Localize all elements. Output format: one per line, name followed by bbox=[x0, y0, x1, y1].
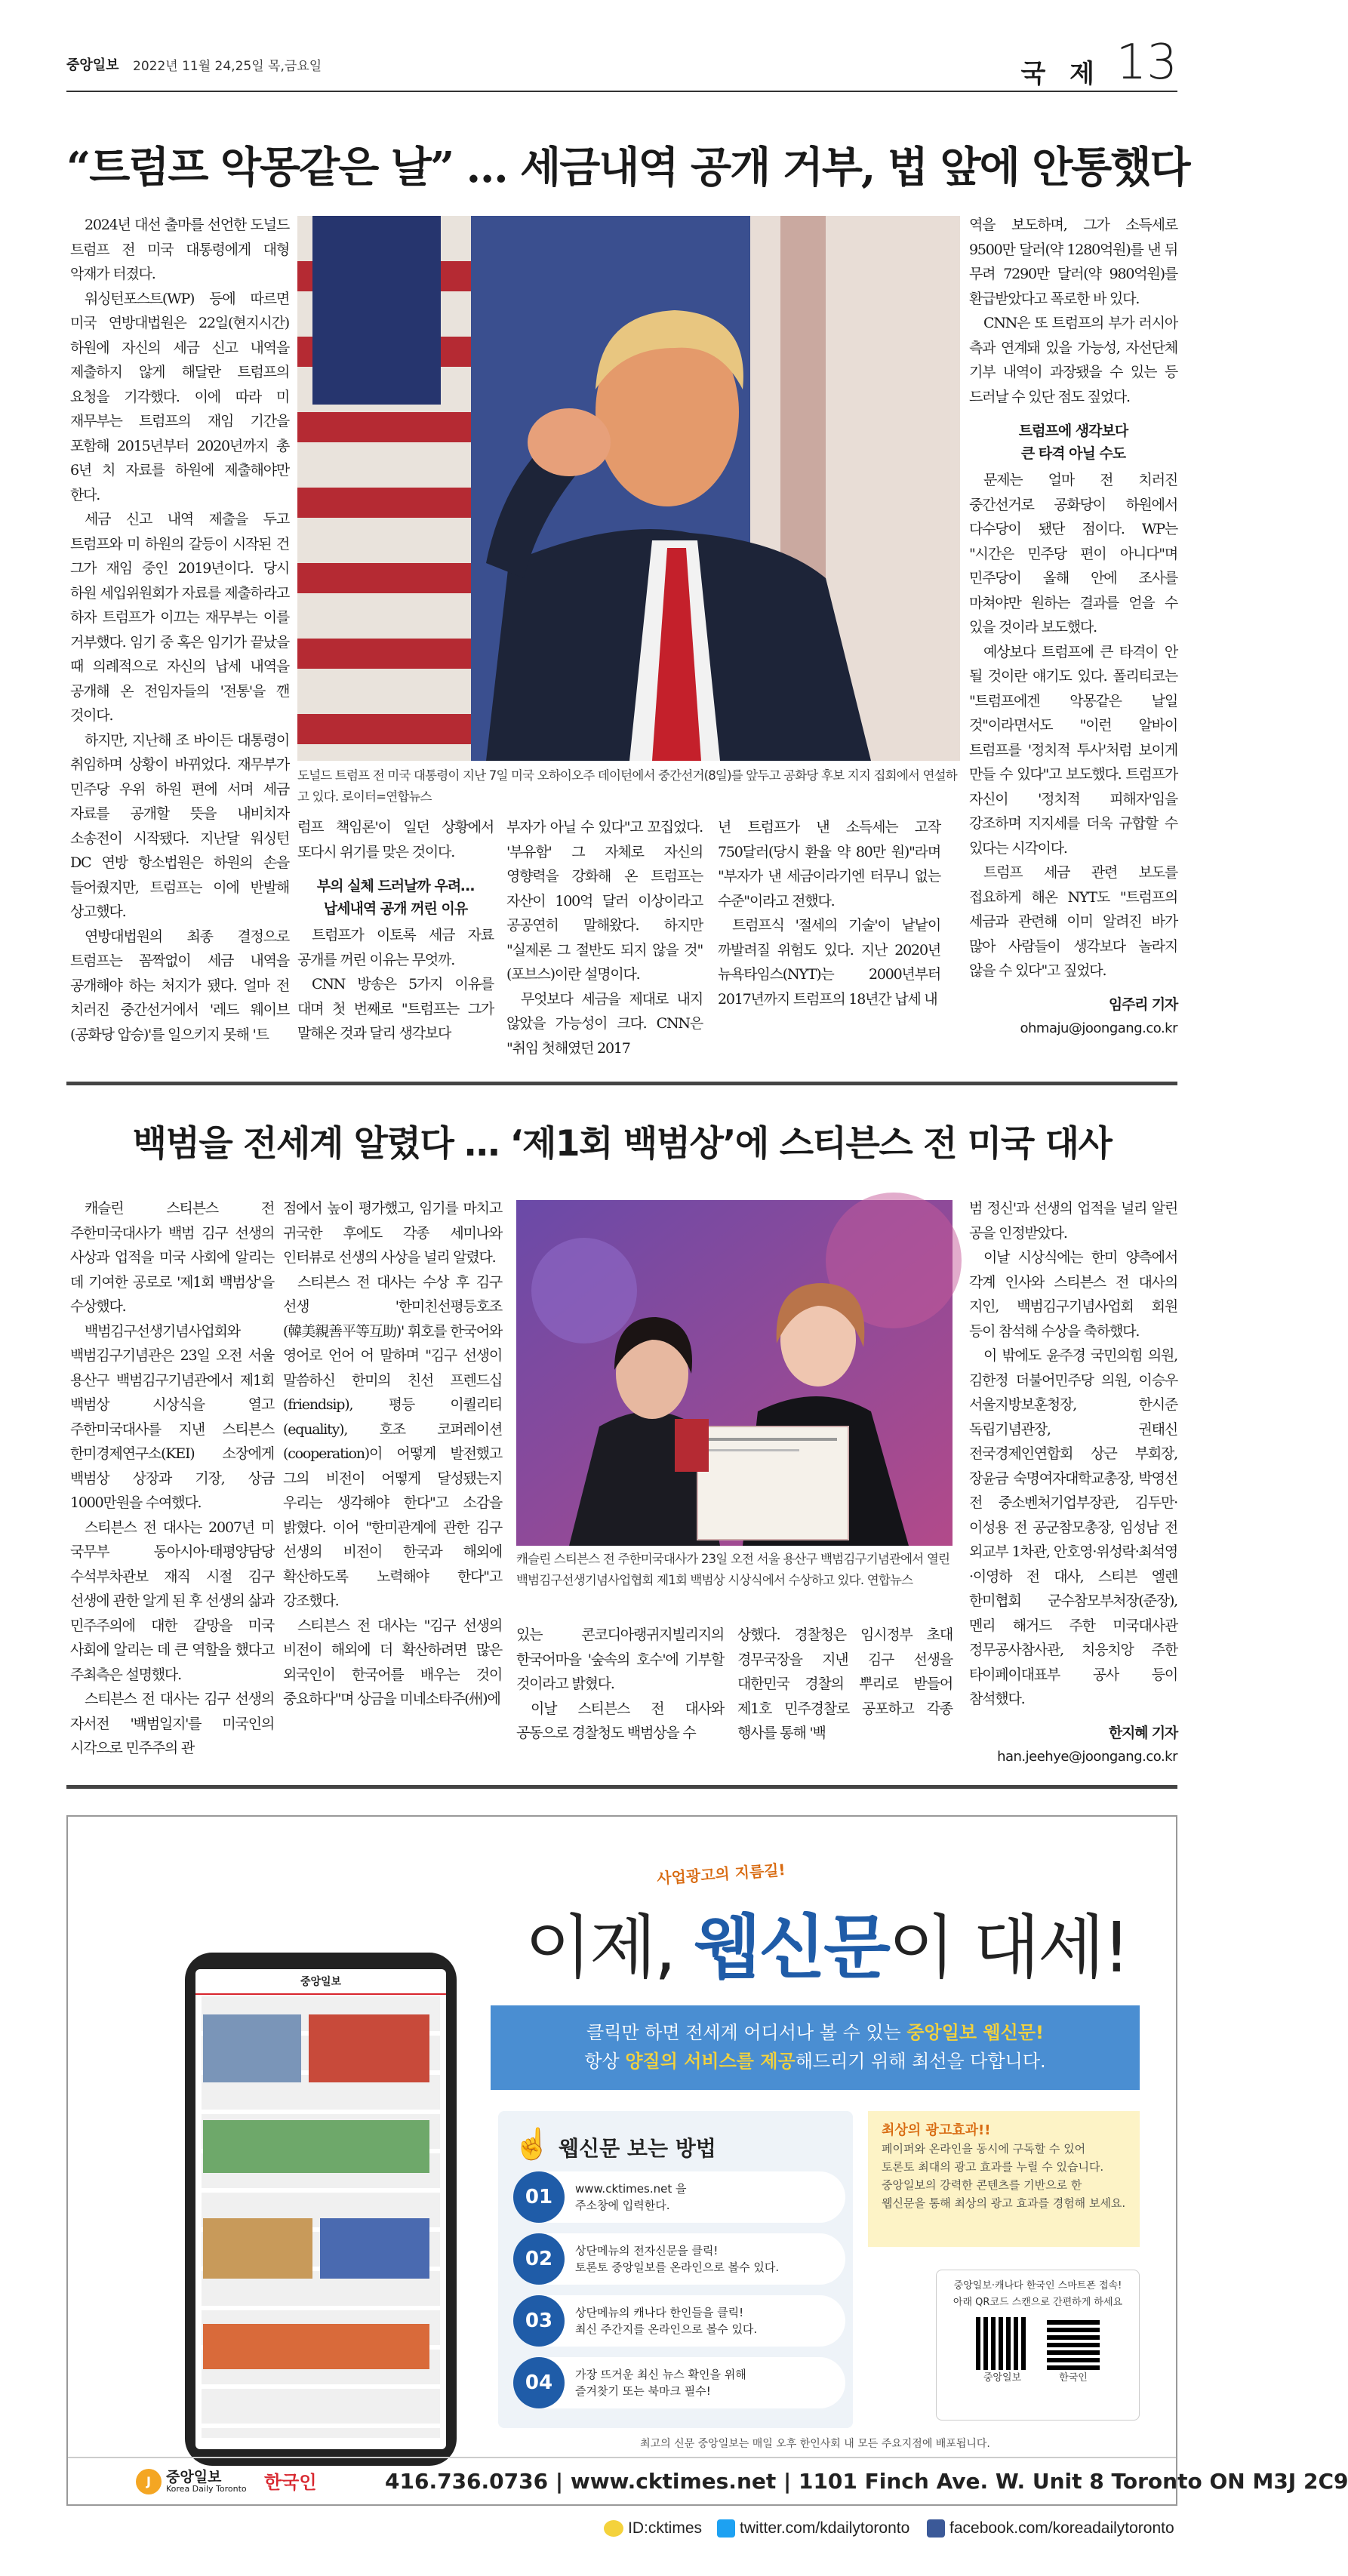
paragraph: 예상보다 트럼프에 큰 타격이 안 될 것이란 얘기도 있다. 폴리티코는 "트럼프에겐 악몽같은 날일 것"이라면서도 "이런 알바이 트럼프를 '정치적 투사'처럼 보이게 만들 수 있다"고 보도했다. 트럼프가 자신이 '정치적 피해자'임을 강조하며 지지세를 더욱 규합할 수 있다는 시각이다. bbox=[969, 643, 1177, 857]
howto-box bbox=[498, 2111, 853, 2428]
howto-step bbox=[513, 2295, 845, 2347]
ad-banner: 클릭만 하면 전세계 어디서나 볼 수 있는 중앙일보 웹신문! 항상 양질의 서비스를 제공해드리기 위해 최선을 다합니다. bbox=[491, 2005, 1140, 2090]
note-title: 최상의 광고효과!! bbox=[882, 2122, 991, 2138]
article1-column-2 bbox=[297, 815, 494, 1042]
step-number: 01 bbox=[513, 2171, 565, 2223]
step-text: 토론토 중앙일보를 온라인으로 볼수 있다. bbox=[575, 2261, 780, 2274]
qr-code-hangugin[interactable] bbox=[1047, 2317, 1100, 2370]
howto-steps bbox=[513, 2171, 845, 2419]
step-text: 즐겨찾기 또는 북마크 필수! bbox=[575, 2384, 711, 2398]
subheading: 트럼프에 생각보다 큰 타격 아닐 수도 bbox=[1018, 423, 1128, 462]
howto-step bbox=[513, 2171, 845, 2223]
joongang-logo: 중앙일보 bbox=[166, 2469, 222, 2485]
paragraph: 백범김구선생기념사업회와 백범김구기념관은 23일 오전 서울 용산구 백범김구기념관에서 제1회 백범상 시상식을 열고 주한미국대사를 지낸 스티븐스 한미경제연구소(KEI) 소장에게 백범상 상장과 기장, 상금 1000만원을 수여했다. bbox=[70, 1322, 274, 1511]
paragraph: 이날 스티븐스 전 대사와 공동으로 경찰청도 백범상을 수 bbox=[516, 1700, 724, 1741]
paragraph: CNN은 또 트럼프의 부가 러시아 측과 연계돼 있을 가능성, 자선단체 기부 내역이 과장됐을 수 있는 등 드러날 수 있단 점도 짚었다. bbox=[969, 315, 1177, 405]
ad-footnote: 최고의 신문 중앙일보는 매일 오후 한인사회 내 모든 주요지점에 배포됩니다. bbox=[640, 2438, 990, 2450]
paragraph: 무엇보다 세금을 제대로 내지 않았을 가능성이 크다. CNN은 "취임 첫해였던 2017 bbox=[506, 990, 703, 1057]
ad-tagline: 사업광고의 지름길! bbox=[656, 1860, 786, 1888]
step-text: www.cktimes.net 을 bbox=[575, 2182, 687, 2196]
paragraph: 트럼프가 이토록 세금 자료 공개를 꺼린 이유는 무엇까. bbox=[297, 927, 494, 968]
article2-column-1 bbox=[70, 1196, 274, 1770]
author-email[interactable]: ohmaju@joongang.co.kr bbox=[1020, 1020, 1177, 1036]
paragraph: CNN 방송은 5가지 이유를 대며 첫 번째로 "트럼프는 그가 말해온 것과 달리 생각보다 bbox=[297, 976, 494, 1042]
paragraph: 세금 신고 내역 제출을 두고 트럼프와 미 하원의 갈등이 시작된 건 그가 재임 중인 2019년이다. 당시 하원 세입위원회가 자료를 제출하라고 하자 트럼프가 이끄는 재무부는 이를 거부했다. 임기 중 혹은 임기가 끝났을 때 의례적으로 자신의 납세 내역을 공개해 온 전임자들의 '전통'을 깬 것이다. bbox=[70, 511, 289, 724]
article1-column-3 bbox=[506, 815, 703, 1057]
trump-photo bbox=[297, 216, 960, 761]
kakao-icon bbox=[604, 2520, 623, 2537]
step-number: 04 bbox=[513, 2357, 565, 2408]
issue-date: 2022년 11월 24,25일 목,금요일 bbox=[133, 59, 322, 74]
ad-contact: 416.736.0736 | www.cktimes.net | 1101 Finch Ave. W. Unit 8 Toronto ON M3J 2C9 bbox=[385, 2469, 1348, 2494]
ad-note bbox=[868, 2111, 1140, 2247]
qr-code-joongang[interactable] bbox=[976, 2317, 1029, 2370]
hangugin-logo: 한국인 bbox=[264, 2472, 317, 2493]
section-divider-1 bbox=[66, 1082, 1177, 1085]
note-line: 중앙일보의 강력한 콘텐츠를 기반으로 한 bbox=[882, 2178, 1082, 2192]
step-text: 가장 뜨거운 최신 뉴스 확인을 위해 bbox=[575, 2368, 746, 2381]
paragraph: 있는 콘코디아랭귀지빌리지의 한국어마을 '숲속의 호수'에 기부할 것이라고 밝혔다. bbox=[516, 1627, 724, 1692]
paragraph: 하지만, 지난해 조 바이든 대통령이 취임하며 상황이 바뀌었다. 재무부가 민주당 우위 하원 편에 서며 세금 자료를 공개할 뜻을 내비치자 소송전이 시작됐다. 지난달 워싱턴 DC 연방 항소법원은 하원의 손을 들어줬지만, 트럼프는 이에 반발해 상고했다. bbox=[70, 731, 289, 920]
paragraph: 스티븐스 전 대사는 김구 선생의 자서전 '백범일지'를 미국인의 시각으로 민주주의 관 bbox=[70, 1691, 274, 1756]
step-text: 상단메뉴의 전자신문을 클릭! bbox=[575, 2244, 719, 2257]
step-text: 최신 주간지를 온라인으로 볼수 있다. bbox=[575, 2322, 758, 2336]
paragraph: 점에서 높이 평가했고, 임기를 마치고 귀국한 후에도 각종 세미나와 인터뷰로 선생의 사상을 널리 알렸다. bbox=[283, 1200, 502, 1266]
section-name: 국 제 bbox=[1020, 59, 1102, 89]
web-newspaper-ad bbox=[66, 1815, 1348, 2506]
phone-mockup bbox=[185, 1953, 457, 2466]
qr-text-2: 아래 QR코드 스캔으로 간편하게 하세요 bbox=[953, 2297, 1123, 2308]
paragraph: 트럼프식 '절세의 기술'이 낱낱이 까발려질 위험도 있다. 지난 2020년 뉴욕타임스(NYT)는 2000년부터 2017년까지 트럼프의 18년간 납세 내 bbox=[718, 917, 940, 1008]
howto-title: 웹신문 보는 방법 bbox=[559, 2136, 716, 2161]
article2-photo-caption: 캐슬린 스티븐스 전 주한미국대사가 23일 오전 서울 용산구 백범김구기념관에서 열린 백범김구선생기념사업협회 제1회 백범상 시상식에서 수상하고 있다. 연합뉴스 bbox=[516, 1552, 950, 1587]
paragraph: 연방대법원의 최종 결정으로 트럼프는 꼼짝없이 세금 내역을 공개해야 하는 처지가 됐다. 얼마 전 치러진 중간선거에서 '레드 웨이브(공화당 압승)'를 일으키지 못해 '트 bbox=[70, 928, 289, 1043]
facebook-link[interactable]: facebook.com/koreadailytoronto bbox=[927, 2519, 1174, 2538]
qr-box bbox=[936, 2270, 1140, 2421]
howto-step bbox=[513, 2233, 845, 2285]
paragraph: 캐슬린 스티븐스 전 주한미국대사가 백범 김구 선생의 사상과 업적을 미국 사회에 알리는 데 기여한 공로로 '제1회 백범상'을 수상했다. bbox=[70, 1200, 274, 1315]
article1-column-4 bbox=[718, 815, 940, 1039]
page-number: 13 bbox=[1116, 35, 1177, 91]
ad-title bbox=[494, 1892, 1159, 1992]
note-line: 웹신문을 통해 최상의 광고 효과를 경험해 보세요. bbox=[882, 2196, 1126, 2210]
article2-column-4 bbox=[737, 1623, 953, 1770]
howto-step bbox=[513, 2357, 845, 2408]
twitter-icon bbox=[717, 2519, 735, 2538]
page-header bbox=[66, 30, 1177, 92]
paragraph: 럼프 책임론'이 일던 상황에서 또다시 위기를 맞은 것이다. bbox=[297, 819, 494, 860]
ad-title-post: 이 대세! bbox=[888, 1907, 1128, 1988]
byline: 한지혜 기자 bbox=[1108, 1724, 1177, 1741]
article2-column-2 bbox=[283, 1196, 502, 1770]
article1-column-5 bbox=[969, 213, 1177, 1039]
step-number: 02 bbox=[513, 2233, 565, 2285]
byline: 임주리 기자 bbox=[1108, 996, 1177, 1013]
step-number: 03 bbox=[513, 2295, 565, 2347]
note-line: 토론토 최대의 광고 효과를 누릴 수 있습니다. bbox=[882, 2160, 1104, 2174]
newspaper-brand: 중앙일보 bbox=[66, 57, 119, 73]
phone-brand: 중앙일보 bbox=[195, 1969, 446, 1995]
paragraph: 역을 보도하며, 그가 소득세로 9500만 달러(약 1280억원)를 낸 뒤 무려 7290만 달러(약 980억원)를 환급받았다고 폭로한 바 있다. bbox=[969, 217, 1177, 307]
paragraph: 년 트럼프가 낸 소득세는 고작 750달러(당시 환율 약 80만 원)"라며 "부자가 낸 세금이라기엔 터무니 없는 수준"이라고 전했다. bbox=[718, 819, 940, 909]
paragraph: 범 정신'과 선생의 업적을 널리 알린 공을 인정받았다. bbox=[969, 1200, 1177, 1242]
paragraph: 이 밖에도 윤주경 국민의힘 의원, 김한정 더불어민주당 의원, 이승우 서울지방보훈청장, 한시준 독립기념관장, 권태신 전국경제인연합회 상근 부회장, 장윤금 숙명여자대학교총장, 박영선 전 중소벤처기업부장관, 김두만·이성용 전 공군참모총장, 임성남 전 외교부 1차관, 안호영·위성락·최석영·이영하 전 대사, 스티븐 엘렌 한미협회 군수참모부처장(준장), 멘리 해거드 주한 미국대사관 정무공사참사관, 치응치앙 주한 타이페이대표부 공사 등이 참석했다. bbox=[969, 1347, 1177, 1707]
note-line: 페이퍼와 온라인을 동시에 구독할 수 있어 bbox=[882, 2142, 1086, 2156]
paragraph: 스티븐스 전 대사는 2007년 미 국무부 동아시아·태평양담당 수석부차관보 재직 시절 김구 선생에 관한 알게 된 후 선생의 삶과 민주주의에 대한 갈망을 미국 사회에 알리는 데 큰 역할을 했다고 주최측은 설명했다. bbox=[70, 1519, 274, 1683]
article2-column-3 bbox=[516, 1623, 724, 1770]
author-email[interactable]: han.jeehye@joongang.co.kr bbox=[997, 1749, 1177, 1765]
article1-photo-caption: 도널드 트럼프 전 미국 대통령이 지난 7일 미국 오하이오주 데이턴에서 중간선거(8일)를 앞두고 공화당 후보 지지 집회에서 연설하고 있다. 로이터=연합뉴스 bbox=[297, 768, 957, 804]
joongang-logo-icon: J bbox=[136, 2469, 162, 2494]
joongang-logo-sub: Korea Daily Toronto bbox=[166, 2484, 247, 2494]
ad-title-pre: 이제, bbox=[525, 1907, 694, 1988]
step-text: 상단메뉴의 캐나다 한인들을 클릭! bbox=[575, 2306, 744, 2319]
paragraph: 워싱턴포스트(WP) 등에 따르면 미국 연방대법원은 22일(현지시간) 하원에 자신의 세금 신고 내역을 제출하지 않게 해달란 트럼프의 요청을 기각했다. 이에 따라 미 재무부는 트럼프의 재임 기간을 포함해 2015년부터 2020년까지 총 6년 치 자료를 하원에 제출해야만 한다. bbox=[70, 290, 289, 503]
facebook-icon bbox=[927, 2519, 945, 2538]
kakao-link[interactable]: ID:cktimes bbox=[604, 2519, 702, 2538]
paragraph: 2024년 대선 출마를 선언한 도널드 트럼프 전 미국 대통령에게 대형 악재가 터졌다. bbox=[70, 217, 289, 282]
qr-text-1: 중앙일보·캐나다 한국인 스마트폰 접속! bbox=[953, 2280, 1122, 2291]
section-divider-2 bbox=[66, 1785, 1177, 1789]
paragraph: 부자가 아닐 수 있다"고 꼬집었다. '부유함' 그 자체로 자신의 영향력을 강화해 온 트럼프는 자산이 100억 달러 이상이라고 공공연히 말해왔다. 하지만 "실제론 그 절반도 되지 않을 것"(포브스)이란 설명이다. bbox=[506, 819, 703, 983]
qr-label-1: 중앙일보 bbox=[983, 2372, 1022, 2384]
ad-title-highlight: 웹신문 bbox=[694, 1907, 889, 1988]
paragraph: 문제는 얼마 전 치러진 중간선거로 공화당이 하원에서 다수당이 됐단 점이다. WP는 "시간은 민주당 편이 아니다"며 민주당이 올해 안에 조사를 마쳐야만 원하는 결과를 얻을 수 있을 것이라 보도했다. bbox=[969, 472, 1177, 636]
article1-headline: “트럼프 악몽같은 날” … 세금내역 공개 거부, 법 앞에 안통했다 bbox=[66, 143, 1190, 192]
paragraph: 트럼프 세금 관련 보도를 접요하게 해온 NYT도 "트럼프의 세금과 관련해 이미 알려진 바가 많아 사람들이 생각보다 놀라지 않을 수 있다"고 짚었다. bbox=[969, 864, 1177, 979]
paragraph: 이날 시상식에는 한미 양측에서 각계 인사와 스티븐스 전 대사의 지인, 백범김구기념사업회 회원 등이 참석해 수상을 축하했다. bbox=[969, 1249, 1177, 1340]
note-lines bbox=[882, 2140, 1126, 2212]
pointer-hand-icon: ☝ bbox=[513, 2127, 551, 2162]
ad-contact-bar bbox=[68, 2457, 1348, 2506]
article2-headline: 백범을 전세계 알렸다 … ‘제1회 백범상’에 스티븐스 전 미국 대사 bbox=[132, 1123, 1112, 1165]
step-text: 주소창에 입력한다. bbox=[575, 2199, 670, 2212]
article2-column-5 bbox=[969, 1196, 1177, 1770]
article1-column-1 bbox=[70, 213, 289, 1043]
paragraph: 스티븐스 전 대사는 수상 후 김구 선생 '한미친선평등호조(韓美親善平等互助)' 휘호를 한국어와 영어로 언어 어 말하며 "김구 선생이 말씀하신 한미의 친선 프렌드십(friendsip), 평등 이퀄리티(equality), 호조 코퍼레이션(cooperation)이 어떻게 발전했고 그의 비전이 어떻게 달성됐는지 우리는 생각해야 한다"고 소감을 밝혔다. 이어 "한미관계에 관한 김구 선생의 비전이 한국과 해외에 확산하도록 노력해야 한다"고 강조했다. bbox=[283, 1273, 502, 1609]
stevens-award-photo bbox=[516, 1200, 953, 1546]
paragraph: 상했다. 경찰청은 임시정부 초대 경무국장을 지낸 김구 선생을 대한민국 경찰의 뿌리로 받들어 제1호 민주경찰로 공포하고 각종 행사를 통해 '백 bbox=[737, 1627, 953, 1741]
subheading: 부의 실체 드러날까 우려… 납세내역 공개 꺼린 이유 bbox=[316, 878, 475, 917]
twitter-link[interactable]: twitter.com/kdailytoronto bbox=[717, 2519, 909, 2538]
paragraph: 스티븐스 전 대사는 "김구 선생의 비전이 해외에 더 확산하려면 많은 외국인이 한국어를 배우는 것이 중요하다"며 상금을 미네소타주(州)에 bbox=[283, 1617, 502, 1707]
qr-label-2: 한국인 bbox=[1059, 2372, 1088, 2384]
